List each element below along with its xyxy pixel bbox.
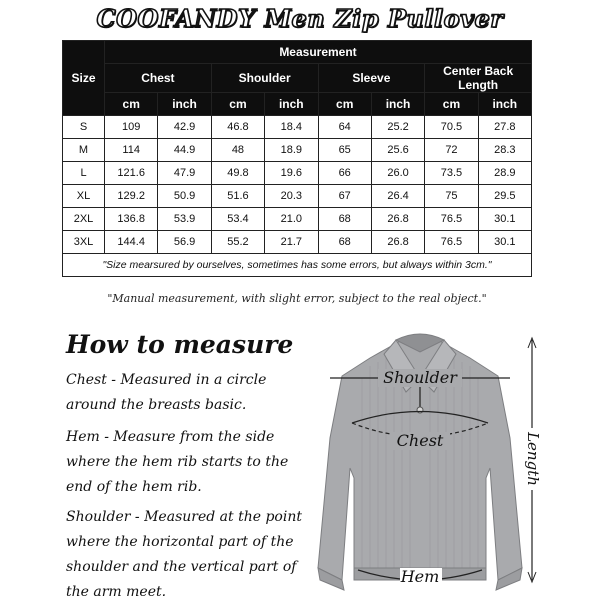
measurement-cell: 25.6	[371, 139, 424, 162]
measurement-cell: 75	[425, 185, 478, 208]
measurement-cell: 64	[318, 116, 371, 139]
unit-cm-header: cm	[425, 93, 478, 116]
measurement-cell: 18.9	[265, 139, 318, 162]
hem-label: Hem	[400, 567, 440, 586]
measurement-cell: 49.8	[211, 162, 264, 185]
center-back-length-header: Center Back Length	[425, 64, 532, 93]
measurement-cell: 114	[105, 139, 158, 162]
measurement-cell: 51.6	[211, 185, 264, 208]
measurement-cell: 56.9	[158, 231, 211, 254]
size-cell: M	[63, 139, 105, 162]
measurement-cell: 72	[425, 139, 478, 162]
measurement-cell: 109	[105, 116, 158, 139]
measurement-cell: 76.5	[425, 208, 478, 231]
measurement-cell: 25.2	[371, 116, 424, 139]
measurement-cell: 30.1	[478, 231, 531, 254]
unit-inch-header: inch	[265, 93, 318, 116]
measurement-cell: 129.2	[105, 185, 158, 208]
size-cell: 3XL	[63, 231, 105, 254]
sleeve-header: Sleeve	[318, 64, 425, 93]
measurement-cell: 50.9	[158, 185, 211, 208]
size-row	[63, 185, 532, 208]
measurement-cell: 47.9	[158, 162, 211, 185]
size-cell: L	[63, 162, 105, 185]
measurement-cell: 55.2	[211, 231, 264, 254]
measurement-cell: 42.9	[158, 116, 211, 139]
chest-header: Chest	[105, 64, 212, 93]
measurement-cell: 26.8	[371, 208, 424, 231]
pullover-diagram	[300, 318, 540, 600]
hem-description: Hem - Measure from the side where the hem rib starts to the end of the hem rib.	[66, 429, 289, 495]
length-label: Length	[524, 432, 542, 486]
unit-inch-header: inch	[478, 93, 531, 116]
unit-cm-header: cm	[318, 93, 371, 116]
measurement-cell: 46.8	[211, 116, 264, 139]
measurement-cell: 26.8	[371, 231, 424, 254]
measurement-cell: 29.5	[478, 185, 531, 208]
unit-inch-header: inch	[158, 93, 211, 116]
measurement-cell: 19.6	[265, 162, 318, 185]
measurement-cell: 44.9	[158, 139, 211, 162]
unit-cm-header: cm	[105, 93, 158, 116]
size-disclaimer: "Size mearsured by ourselves, sometimes has some errors, but always within 3cm."	[63, 254, 532, 277]
measurement-cell: 53.4	[211, 208, 264, 231]
manual-measurement-note: "Manual measurement, with slight error, subject to the real object."	[107, 292, 487, 305]
measurement-cell: 28.3	[478, 139, 531, 162]
measurement-cell: 68	[318, 231, 371, 254]
size-cell: XL	[63, 185, 105, 208]
measurement-cell: 136.8	[105, 208, 158, 231]
size-row	[63, 116, 532, 139]
measurement-cell: 21.7	[265, 231, 318, 254]
measurement-cell: 18.4	[265, 116, 318, 139]
measurement-cell: 67	[318, 185, 371, 208]
shoulder-description: Shoulder - Measured at the point where the horizontal part of the shoulder and the vertical part of the arm meet.	[66, 509, 302, 600]
measurement-cell: 121.6	[105, 162, 158, 185]
size-row	[63, 231, 532, 254]
measurement-cell: 48	[211, 139, 264, 162]
size-row	[63, 162, 532, 185]
measurement-cell: 28.9	[478, 162, 531, 185]
shoulder-label: Shoulder	[383, 368, 457, 387]
measurement-cell: 144.4	[105, 231, 158, 254]
measurement-cell: 30.1	[478, 208, 531, 231]
measurement-cell: 76.5	[425, 231, 478, 254]
product-title	[0, 0, 600, 36]
measurement-header: Measurement	[105, 41, 532, 64]
measurement-cell: 27.8	[478, 116, 531, 139]
measurement-cell: 20.3	[265, 185, 318, 208]
chest-description: Chest - Measured in a circle around the breasts basic.	[66, 372, 267, 413]
size-row	[63, 139, 532, 162]
measurement-cell: 73.5	[425, 162, 478, 185]
measurement-cell: 26.0	[371, 162, 424, 185]
measurement-cell: 66	[318, 162, 371, 185]
size-chart-table	[62, 40, 532, 277]
how-to-measure-title: How to measure	[66, 330, 294, 359]
size-cell: S	[63, 116, 105, 139]
unit-cm-header: cm	[211, 93, 264, 116]
measurement-cell: 68	[318, 208, 371, 231]
measurement-cell: 21.0	[265, 208, 318, 231]
size-cell: 2XL	[63, 208, 105, 231]
measurement-cell: 26.4	[371, 185, 424, 208]
shoulder-header: Shoulder	[211, 64, 318, 93]
size-header: Size	[63, 41, 105, 116]
product-title-text: COOFANDY Men Zip Pullover	[96, 3, 504, 33]
chest-label: Chest	[396, 431, 444, 450]
unit-inch-header: inch	[371, 93, 424, 116]
measurement-cell: 53.9	[158, 208, 211, 231]
measurement-cell: 65	[318, 139, 371, 162]
measurement-cell: 70.5	[425, 116, 478, 139]
size-row	[63, 208, 532, 231]
